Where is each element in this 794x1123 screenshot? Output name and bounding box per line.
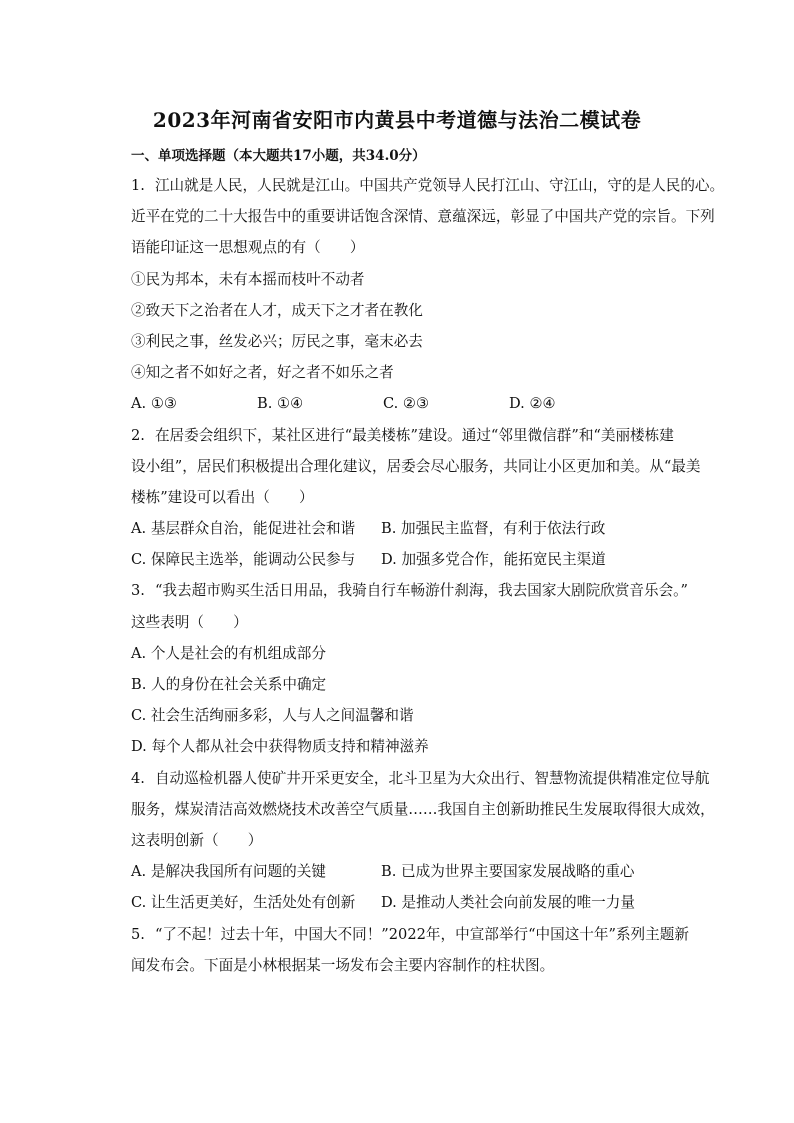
- question-number: 2.: [131, 426, 145, 444]
- question-4-options-row-2: [131, 891, 701, 922]
- question-5-stem-line-1: 5. “了不起！过去十年，中国大不同！”2022年，中宣部举行“中国这十年”系列主题新: [131, 923, 701, 954]
- question-1-stem-line-3: 语能印证这一思想观点的有（ ）: [131, 239, 365, 257]
- question-1-item-1: ①民为邦本，未有本摇而枝叶不动者: [131, 270, 365, 288]
- question-4-stem-line-1: 4. 自动巡检机器人使矿井开采更安全，北斗卫星为大众出行、智慧物流提供精准定位导航: [131, 767, 701, 798]
- option-c: C. 让生活更美好，生活处处有创新: [131, 894, 356, 912]
- option-d: D. 每个人都从社会中获得物质支持和精神滋养: [131, 738, 429, 756]
- question-4-stem-line-3: 这表明创新（ ）: [131, 831, 263, 849]
- option-a: A. 是解决我国所有问题的关键: [131, 863, 326, 881]
- question-3-stem-line-2: 这些表明（ ）: [131, 613, 248, 631]
- question-number: 5.: [131, 925, 145, 943]
- question-2-stem-line-3: 楼栋”建设可以看出（ ）: [131, 488, 314, 506]
- question-1-item-4: ④知之者不如好之者，好之者不如乐之者: [131, 364, 394, 382]
- question-1-stem-line-2: 近平在党的二十大报告中的重要讲话饱含深情、意蕴深远，彰显了中国共产党的宗旨。下列: [131, 208, 715, 226]
- question-5-stem-line-2: 闻发布会。下面是小林根据某一场发布会主要内容制作的柱状图。: [131, 956, 555, 974]
- question-2-options-row-2: [131, 548, 701, 579]
- question-number: 1.: [131, 177, 145, 194]
- question-1-options: [131, 392, 701, 423]
- question-4-options-row-1: [131, 860, 701, 891]
- option-b: B. 已成为世界主要国家发展战略的重心: [381, 863, 635, 881]
- question-4-stem-line-2: 服务，煤炭清洁高效燃烧技术改善空气质量……我国自主创新助推民生发展取得很大成效，: [131, 800, 715, 818]
- question-list: [131, 174, 725, 985]
- question-1-item-3: ③利民之事，丝发必兴；厉民之事，毫末必去: [131, 332, 423, 350]
- page-title: 2023年河南省安阳市内黄县中考道德与法治二模试卷: [152, 108, 642, 132]
- section-heading: 一、单项选择题（本大题共17小题，共34.0分）: [131, 148, 426, 164]
- question-1-stem-line-1: 1. 江山就是人民，人民就是江山。中国共产党领导人民打江山、守江山，守的是人民的心。: [131, 174, 701, 205]
- question-3-stem-line-1: 3. “我去超市购买生活日用品，我骑自行车畅游什刹海，我去国家大剧院欣赏音乐会。”: [131, 579, 701, 610]
- question-2-options-row-1: [131, 517, 701, 548]
- option-d: D. ②④: [509, 395, 556, 413]
- option-a: A. 基层群众自治，能促进社会和谐: [131, 520, 356, 538]
- question-1-item-2: ②致天下之治者在人才，成天下之才者在教化: [131, 301, 423, 319]
- question-2-stem-line-1: 2. 在居委会组织下，某社区进行“最美楼栋”建设。通过“邻里微信群”和“美丽楼栋建: [131, 424, 701, 455]
- option-b: B. ①④: [257, 395, 304, 413]
- option-d: D. 加强多党合作，能拓宽民主渠道: [381, 551, 606, 569]
- option-d: D. 是推动人类社会向前发展的唯一力量: [381, 894, 635, 912]
- option-b: B. 人的身份在社会关系中确定: [131, 676, 327, 693]
- option-c: C. ②③: [383, 395, 430, 413]
- option-c: C. 保障民主选举，能调动公民参与: [131, 551, 356, 569]
- question-2-stem-line-2: 设小组”，居民们积极提出合理化建议，居委会尽心服务，共同让小区更加和美。从“最美: [131, 457, 701, 475]
- option-c: C. 社会生活绚丽多彩，人与人之间温馨和谐: [131, 707, 414, 725]
- option-a: A. ①③: [131, 395, 177, 413]
- option-a: A. 个人是社会的有机组成部分: [131, 644, 326, 662]
- question-number: 3.: [131, 582, 145, 600]
- question-number: 4.: [131, 769, 145, 787]
- option-b: B. 加强民主监督，有利于依法行政: [381, 520, 606, 538]
